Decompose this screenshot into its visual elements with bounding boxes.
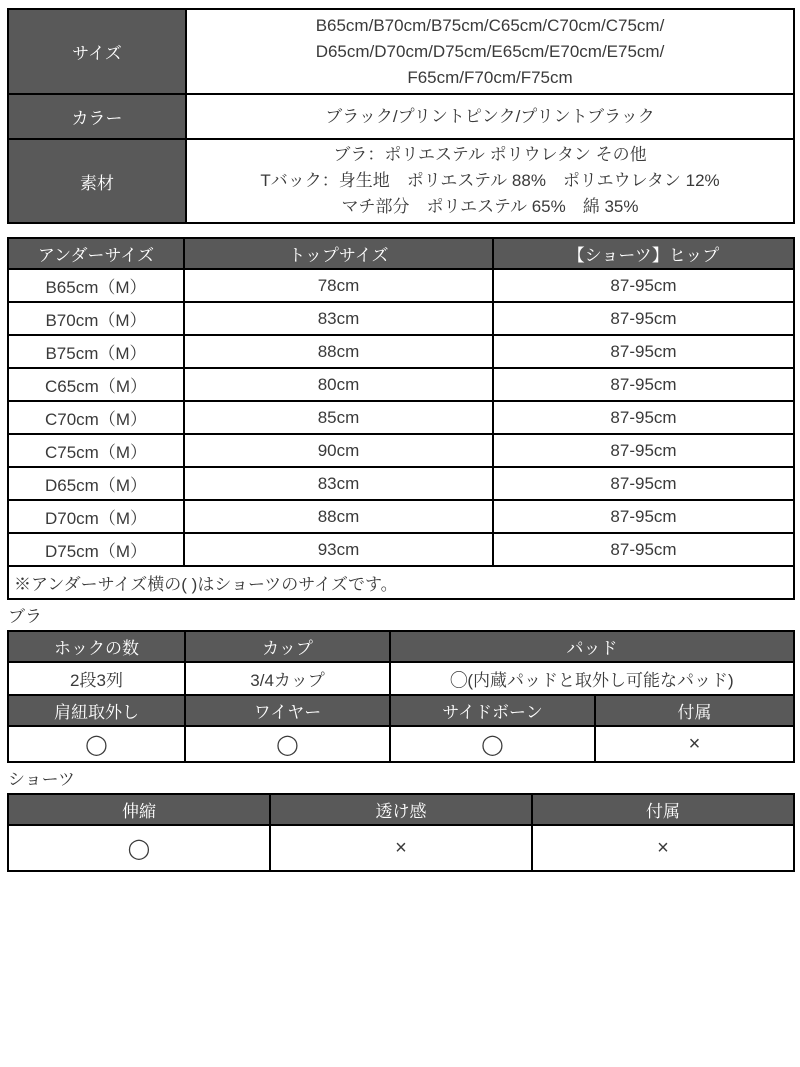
hip-size-cell: 87-95cm [493,434,794,467]
under-size-cell: C65cm（M） [8,368,184,401]
size-chart-header-top: トップサイズ [184,238,493,269]
top-size-cell: 88cm [184,335,493,368]
top-size-cell: 93cm [184,533,493,566]
size-row [8,368,794,401]
spec-label-size: サイズ [8,9,186,94]
top-size-cell: 80cm [184,368,493,401]
spec-value-color [186,94,794,139]
shorts-feature-table [7,793,795,872]
bra-header-wire: ワイヤー [185,695,390,726]
shorts-accessory-value: × [532,825,794,871]
spec-row-size [8,9,794,94]
under-size-cell: C75cm（M） [8,434,184,467]
shorts-section-label: ショーツ [8,770,75,789]
bra-sidebone-value: ◯ [390,726,595,762]
hip-size-cell: 87-95cm [493,335,794,368]
top-size-cell: 78cm [184,269,493,302]
size-chart-table [7,237,795,600]
size-chart-header-under: アンダーサイズ [8,238,184,269]
hip-size-cell: 87-95cm [493,302,794,335]
spec-material-line: ブラ：ポリエステル ポリウレタン その他 [333,145,647,164]
bra-header-row-1 [8,631,794,662]
spec-row-color [8,94,794,139]
bra-header-pad: パッド [390,631,794,662]
bra-feature-table [7,630,795,763]
bra-header-accessory: 付属 [595,695,794,726]
shorts-sheer-value: × [270,825,532,871]
top-size-cell: 85cm [184,401,493,434]
under-size-cell: D65cm（M） [8,467,184,500]
size-row [8,533,794,566]
shorts-stretch-value: ◯ [8,825,270,871]
hip-size-cell: 87-95cm [493,467,794,500]
hip-size-cell: 87-95cm [493,533,794,566]
shorts-header-stretch: 伸縮 [8,794,270,825]
under-size-cell: B75cm（M） [8,335,184,368]
top-size-cell: 88cm [184,500,493,533]
spec-label-color: カラー [8,94,186,139]
bra-header-hooks: ホックの数 [8,631,185,662]
top-size-cell: 90cm [184,434,493,467]
size-row [8,401,794,434]
bra-wire-value: ◯ [185,726,390,762]
shorts-header-row [8,794,794,825]
spec-size-line: D65cm/D70cm/D75cm/E65cm/E70cm/E75cm/ [315,41,665,61]
shorts-header-accessory: 付属 [532,794,794,825]
bra-header-row-2 [8,695,794,726]
bra-value-row-1 [8,662,794,695]
size-chart-header-row [8,238,794,269]
top-size-cell: 83cm [184,467,493,500]
under-size-cell: D70cm（M） [8,500,184,533]
size-row [8,269,794,302]
size-row [8,467,794,500]
size-row [8,302,794,335]
hip-size-cell: 87-95cm [493,500,794,533]
under-size-cell: C70cm（M） [8,401,184,434]
spec-label-material: 素材 [8,139,186,223]
shorts-value-row [8,825,794,871]
spec-color-line: ブラック/プリントピンク/プリントブラック [325,106,655,126]
shorts-header-sheer: 透け感 [270,794,532,825]
bra-hooks-value: 2段3列 [8,662,185,695]
bra-header-strap: 肩紐取外し [8,695,185,726]
size-note-row [8,566,794,599]
hip-size-cell: 87-95cm [493,269,794,302]
bra-strap-value: ◯ [8,726,185,762]
hip-size-cell: 87-95cm [493,401,794,434]
size-row [8,335,794,368]
size-row [8,500,794,533]
spec-row-material [8,139,794,223]
hip-size-cell: 87-95cm [493,368,794,401]
spec-material-line: Tバック：身生地 ポリエステル 88% ポリエウレタン 12% [260,171,720,190]
spec-value-material [186,139,794,223]
spec-value-size [186,9,794,94]
top-size-cell: 83cm [184,302,493,335]
spec-size-line: F65cm/F70cm/F75cm [407,67,573,87]
bra-header-cup: カップ [185,631,390,662]
bra-pad-value: ◯(内蔵パッドと取外し可能なパッド) [390,662,794,695]
spec-size-line: B65cm/B70cm/B75cm/C65cm/C70cm/C75cm/ [315,15,665,35]
bra-cup-value: 3/4カップ [185,662,390,695]
product-spec-table [7,8,795,224]
under-size-cell: B70cm（M） [8,302,184,335]
size-chart-header-hip: 【ショーツ】ヒップ [493,238,794,269]
size-note: ※アンダーサイズ横の( )はショーツのサイズです。 [8,566,794,599]
bra-section-label: ブラ [8,607,42,626]
bra-accessory-value: × [595,726,794,762]
under-size-cell: B65cm（M） [8,269,184,302]
spec-material-line: マチ部分 ポリエステル 65% 綿 35% [341,197,639,216]
bra-value-row-2 [8,726,794,762]
bra-header-sidebone: サイドボーン [390,695,595,726]
size-row [8,434,794,467]
under-size-cell: D75cm（M） [8,533,184,566]
